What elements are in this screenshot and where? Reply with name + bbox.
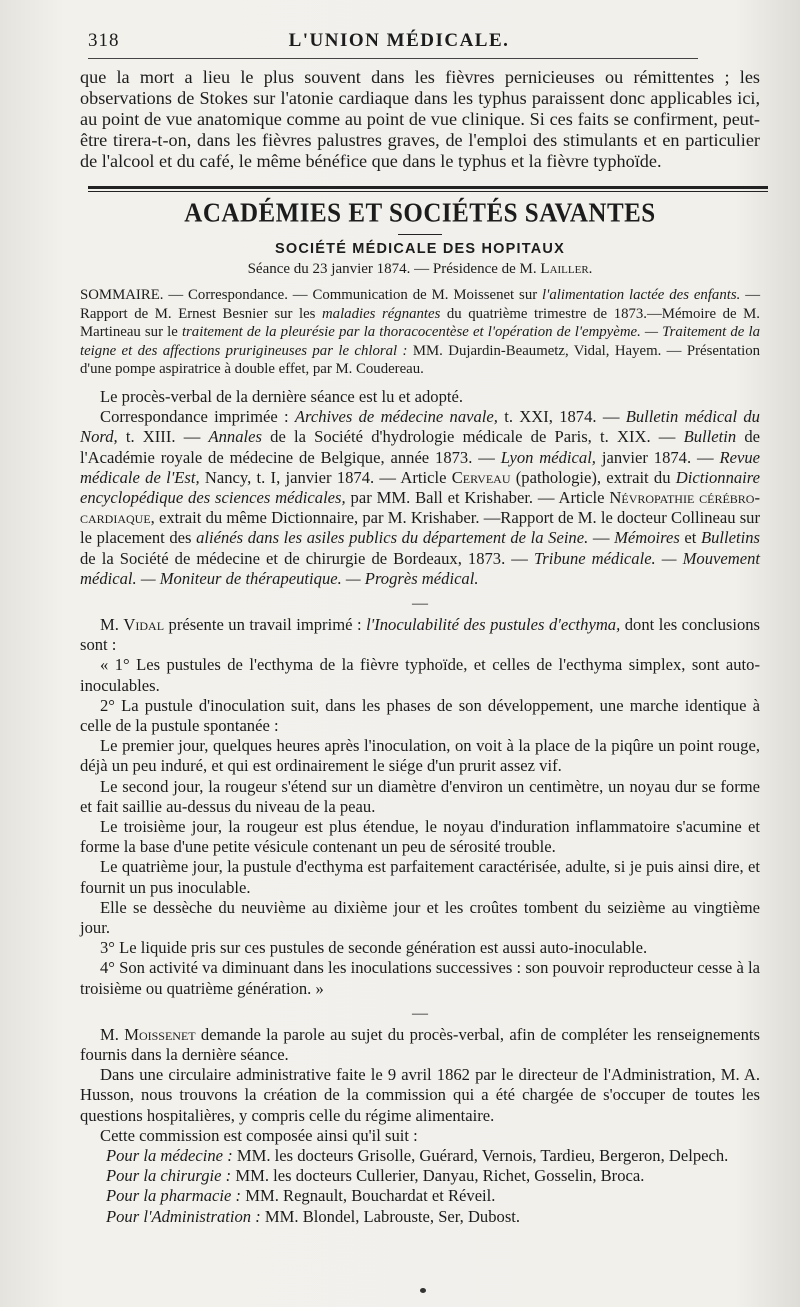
member-line: [80, 1166, 760, 1186]
corr-f: Annales: [208, 427, 262, 447]
vidal-d: dont les conclusions sont :: [80, 615, 761, 655]
vidal-name: Vidal: [123, 615, 165, 634]
moissenet-name: Moissenet: [124, 1024, 196, 1044]
correspondance-paragraph: [80, 407, 760, 589]
sommaire-label: SOMMAIRE. —: [80, 287, 184, 303]
circulaire-paragraph: Dans une circulaire administrative faite le 9 avril 1862 par le directeur de l'Administration, M. A. Husson, nous trouvons la création de la commission qui a été chargée de s'occuper de toutes les questions hospitalières, y compris celle du régime alimentaire.: [80, 1065, 760, 1125]
member-line: [80, 1186, 760, 1206]
moissenet-paragraph: [80, 1025, 760, 1065]
vidal-paragraph: [80, 615, 760, 655]
top-paragraph: que la mort a lieu le plus souvent dans les fièvres pernicieuses ou rémittentes ; les observations de Stokes sur l'atonie cardiaque dans les typhus paraissent donc applicables ici, au point de vue anatomique comme au point de vue clinique. Si ces faits se confirment, peut-être tirera-t-on, dans les fièvres palustres graves, de l'emploi des stimulants et en particulier de l'alcool et du café, le même bénéfice que dans le typhus et la fièvre typhoïde.: [80, 67, 760, 171]
vidal-b: présente un travail imprimé :: [164, 615, 367, 634]
section-title: ACADÉMIES ET SOCIÉTÉS SAVANTES: [184, 198, 656, 229]
seance-text: Séance du 23 janvier 1874. — Présidence de M.: [247, 261, 537, 277]
corr-h: Bulletin: [683, 427, 737, 447]
separator-dash-2: —: [412, 1004, 428, 1022]
page-header: [80, 22, 760, 58]
member-names: MM. Regnault, Bouchardat et Réveil.: [241, 1186, 496, 1206]
corr-c: t. XXI, 1874. —: [497, 407, 626, 427]
corr-s: extrait du même Dictionnaire, par M. Krishaber. —Rapport de M. le docteur Collineau sur le placement des: [80, 508, 760, 548]
journal-title: L'UNION MÉDICALE.: [288, 30, 510, 51]
vidal-a: M.: [100, 615, 124, 634]
corr-m: Nancy, t. I, janvier 1874. — Article: [199, 467, 452, 487]
separator-dash: —: [412, 595, 428, 612]
conclusion-point: Le troisième jour, la rougeur est plus étendue, le noyau d'induration inflammatoire s'acumine et forme la base d'une petite vésicule contenant un peu de sérosité trouble.: [80, 817, 760, 857]
member-line: [80, 1207, 760, 1227]
corr-a: Correspondance imprimée :: [100, 407, 295, 427]
member-names: MM. les docteurs Cullerier, Danyau, Richet, Gosselin, Broca.: [231, 1166, 645, 1186]
member-names: MM. Blondel, Labrouste, Ser, Dubost.: [260, 1206, 521, 1226]
member-role: Pour la médecine :: [106, 1146, 233, 1166]
moissenet-b: demande la parole au sujet du procès-verbal, afin de compléter les renseignements fournis dans la dernière séance.: [80, 1024, 760, 1065]
conclusion-point: 2° La pustule d'inoculation suit, dans les phases de son développement, une marche identique à celle de la pustule spontanée :: [80, 695, 760, 736]
corr-b: Archives de médecine navale,: [294, 407, 498, 427]
corr-j: Lyon médical,: [500, 447, 596, 467]
corr-p: Dictionnaire encyclopédique des sciences médicales,: [80, 467, 760, 507]
corr-e: t. XIII. —: [117, 427, 209, 447]
seance-end: .: [588, 261, 593, 277]
corr-w: et: [679, 528, 701, 548]
corr-k: janvier 1874. —: [595, 447, 720, 467]
member-role: Pour la pharmacie :: [106, 1186, 242, 1206]
corr-i: de l'Académie royale de médecine de Belgique, année 1873. —: [80, 427, 760, 467]
corr-y: de la Société de médecine et de chirurgie de Bordeaux, 1873. —: [80, 548, 534, 568]
corr-v: Mémoires: [614, 528, 680, 548]
sommaire: [80, 286, 760, 379]
conclusion-point: 4° Son activité va diminuant dans les inoculations successives : son pouvoir reproducteur cesse à la troisième ou quatrième génération. »: [80, 958, 760, 998]
president-name: Lailler: [540, 261, 589, 277]
member-role: Pour l'Administration :: [106, 1206, 261, 1226]
conclusion-point: Le premier jour, quelques heures après l'inoculation, on voit à la place de la piqûre un point rouge, déjà un peu induré, et qui est ordinairement le siége d'un prurit assez vif.: [80, 736, 760, 776]
page-number: 318: [88, 30, 120, 51]
corr-z: Tribune médicale. — Mouvement médical. — Moniteur de thérapeutique. — Progrès médical.: [80, 548, 760, 588]
sommaire-italic-2: maladies régnantes: [321, 305, 441, 322]
sommaire-part-2: — Rapport de M. Ernest Besnier sur les: [80, 287, 761, 322]
seance-line: [80, 261, 760, 278]
conclusion-point: Elle se dessèche du neuvième au dixième jour et les croûtes tombent du seizième au vingtième jour.: [80, 897, 760, 938]
member-role: Pour la chirurgie :: [106, 1166, 232, 1186]
corr-n: Cerveau: [451, 467, 511, 487]
corr-x: Bulletins: [701, 528, 760, 548]
sommaire-italic-3: traitement de la pleurésie par la thoracocentèse et l'opération de l'empyème. — Traitement de la teigne et des affections prurigineuses par le chloral :: [80, 324, 761, 359]
sommaire-part-1: Correspondance. — Communication de M. Moissenet sur: [183, 287, 543, 303]
section-divider: [88, 186, 768, 192]
corr-u: —: [588, 528, 615, 548]
corr-l: Revue médicale de l'Est,: [80, 447, 760, 487]
conclusion-point: Le quatrième jour, la pustule d'ecthyma est parfaitement caractérisée, adulte, si je puis ainsi dire, et fournit un pus inoculable.: [80, 857, 760, 897]
header-rule: [88, 58, 698, 59]
corr-g: de la Société d'hydrologie médicale de Paris, t. XIX. —: [261, 427, 684, 447]
sommaire-part-4: MM. Dujardin-Beaumetz, Vidal, Hayem. — Présentation d'une pompe aspiratrice à double effet, par M. Coudereau.: [80, 342, 760, 378]
ink-blot: [420, 1288, 426, 1293]
corr-q: par MM. Ball et Krishaber. — Article: [345, 487, 610, 507]
society-name: SOCIÉTÉ MÉDICALE DES HOPITAUX: [275, 241, 565, 257]
proces-verbal: Le procès-verbal de la dernière séance est lu et adopté.: [100, 386, 464, 406]
title-rule: [398, 234, 442, 235]
conclusion-point: « 1° Les pustules de l'ecthyma de la fièvre typhoïde, et celles de l'ecthyma simplex, sont auto-inoculables.: [80, 655, 760, 695]
member-names: MM. les docteurs Grisolle, Guérard, Vernois, Tardieu, Bergeron, Delpech.: [232, 1146, 729, 1166]
member-line: [80, 1146, 760, 1166]
conclusion-point: 3° Le liquide pris sur ces pustules de seconde génération est aussi auto-inoculable.: [100, 938, 648, 958]
corr-o: (pathologie), extrait du: [510, 467, 676, 487]
composition-line: Cette commission est composée ainsi qu'il suit :: [100, 1125, 418, 1145]
moissenet-a: M.: [100, 1024, 125, 1044]
corr-t: aliénés dans les asiles publics du département de la Seine.: [196, 528, 589, 548]
corr-d: Bulletin médical du Nord,: [80, 407, 760, 447]
sommaire-part-3: du quatrième trimestre de 1873.—Mémoire de M. Martineau sur le: [80, 305, 760, 341]
sommaire-italic-1: l'alimentation lactée des enfants.: [542, 287, 741, 303]
vidal-c: l'Inoculabilité des pustules d'ecthyma,: [366, 615, 621, 634]
conclusion-point: Le second jour, la rougeur s'étend sur un diamètre d'environ un centimètre, un noyau dur se forme et fait saillie au-dessus du niveau de la peau.: [80, 776, 760, 816]
corr-r: Névropathie cérébro-cardiaque,: [80, 487, 760, 528]
